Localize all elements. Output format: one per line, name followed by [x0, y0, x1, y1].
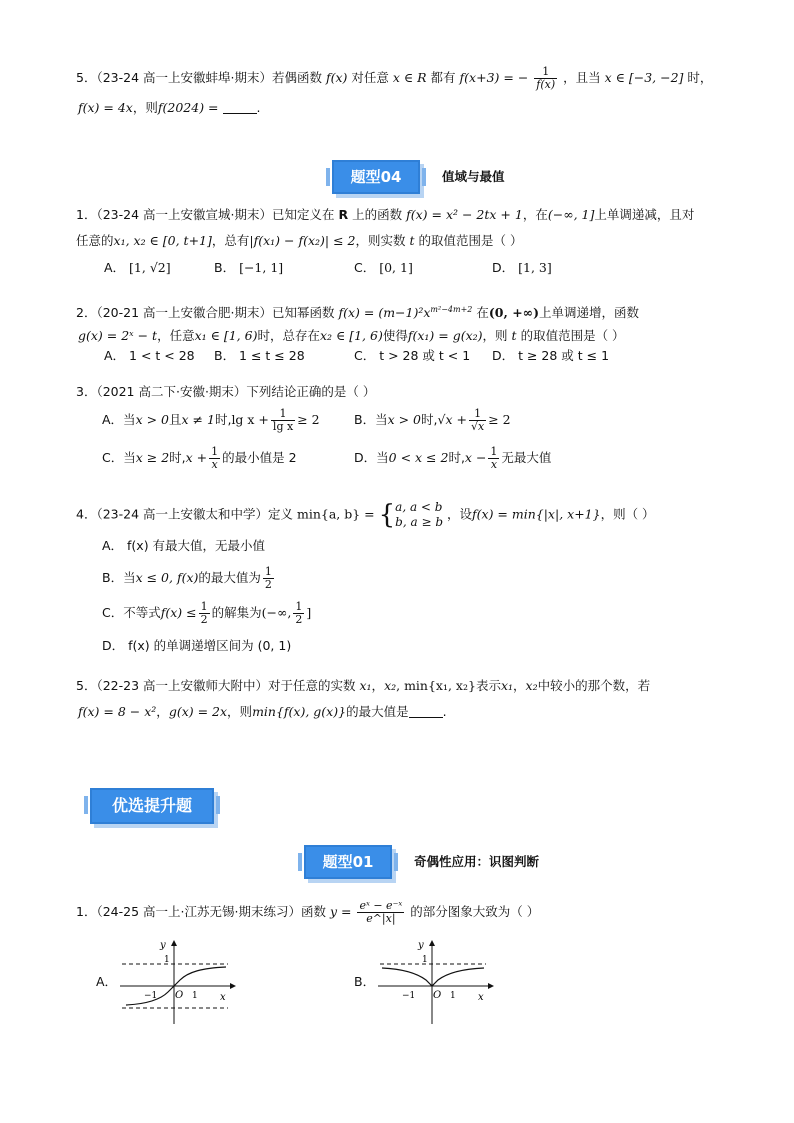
q3-option-d[interactable]: D．当0 < x ≤ 2时,x − $\frac{1}{x}$ 无最大值: [354, 445, 552, 471]
x-arrow: [488, 983, 494, 989]
q2-line1: [76, 300, 639, 323]
q1-line1: [76, 205, 694, 225]
q1-line2: [76, 231, 523, 251]
q5b-l2a: f(x) = 8 − x²: [78, 704, 157, 719]
q5b-l2e: min{f(x), g(x)}: [252, 704, 347, 719]
q3-option-b[interactable]: B．当x > 0时,√x + $\frac{1}{√x}$ ≥ 2: [354, 407, 511, 433]
q1-l1b: 上的函数: [352, 207, 403, 222]
x-label: x: [478, 992, 484, 1003]
origin-label: O: [175, 990, 184, 1001]
q2-x2: x₂ ∈ [1, 6): [319, 328, 383, 343]
q1-option-d[interactable]: D． [1, 3]: [492, 260, 552, 275]
q1b-frac: $\frac{\text{eˣ − e⁻ˣ}}{e\^{}|x|}$: [359, 899, 403, 925]
x-tick-1: 1: [450, 991, 456, 1001]
q5b-sep: ，: [371, 678, 385, 693]
q5b-l1c: 中较小的那个数，若: [537, 678, 651, 693]
q1-option-a[interactable]: A． [1, √2]: [104, 260, 171, 275]
y-arrow: [171, 940, 177, 946]
q1-l1a: 1．（23-24 高一上安徽宣城·期末）已知定义在: [76, 207, 335, 222]
q4-line1: [76, 500, 655, 530]
q5a-line1: [76, 66, 712, 91]
q4-option-c[interactable]: C．不等式f(x) ≤ $\frac{1}{2}$ 的解集为(−∞, $\frac{1}{2}$ ]: [102, 600, 312, 626]
q4-l1c: ，则（ ）: [600, 506, 655, 522]
q5b-x1: x₁: [359, 678, 372, 693]
q1-R: R: [338, 207, 349, 222]
answer-blank-2[interactable]: [409, 705, 443, 718]
q3-option-a[interactable]: A．当x > 0且x ≠ 1时,lg x + $\frac{1}{\text{lg x}}$ ≥ 2: [102, 407, 320, 433]
q4-brace: {: [378, 500, 396, 530]
q2-l2a: g(x) = 2ˣ − t: [78, 328, 158, 343]
q1-option-b[interactable]: B． [−1, 1]: [214, 260, 284, 275]
q5a-tail2: 时，: [687, 70, 713, 85]
x-tick-neg1: −1: [144, 991, 158, 1001]
q5a-range: x ∈ [−3, −2]: [604, 70, 684, 85]
q1-interval: (−∞, 1]: [547, 207, 595, 222]
x-arrow: [230, 983, 236, 989]
q2-l1a: 2．（20-21 高一上安徽合肥·期末）已知幂函数: [76, 305, 335, 321]
q2-x1: x₁ ∈ [1, 6): [194, 328, 258, 343]
q5b-minexp: , min{x₁, x₂}: [396, 678, 476, 693]
q1-l1d: 上单调递减，且对: [594, 207, 695, 222]
q5a-line2a: f(x) = 4x: [78, 100, 133, 115]
q5b-sep2: ，: [513, 678, 526, 693]
q2-t: t: [511, 328, 517, 343]
answer-blank[interactable]: [223, 101, 257, 114]
q4-min: min{a, b} =: [296, 506, 375, 522]
q5a-line2: [78, 98, 260, 118]
section-badge-04: 题型04: [332, 160, 420, 194]
q1b-option-b-label[interactable]: B．: [354, 974, 376, 989]
q2-option-a[interactable]: A． 1 < t < 28: [104, 348, 195, 363]
section-header: 优选提升题: [90, 788, 214, 824]
q5a-tail: ，且当: [563, 70, 601, 85]
q1-vars: x₁, x₂ ∈ [0, t+1]: [113, 233, 212, 248]
q3-option-c[interactable]: C．当x ≥ 2时,x + $\frac{1}{x}$ 的最小值是 2: [102, 445, 297, 471]
q2-l2b: ，任意: [157, 328, 195, 343]
q5b-l2d: ，则: [227, 704, 253, 719]
q5a-line2c: f(2024) =: [157, 100, 219, 115]
q2-line2: [78, 326, 625, 346]
x-label: x: [220, 992, 226, 1003]
q5b-l2f: 的最大值是: [346, 704, 409, 719]
curve-b: [382, 968, 484, 986]
q2-l1b: 在: [476, 305, 489, 321]
q4-option-d[interactable]: D． f(x) 的单调递增区间为 (0, 1): [102, 638, 292, 653]
q1b-line1: [76, 900, 539, 925]
x-tick-1: 1: [192, 991, 198, 1001]
q5a-head: 5．（23-24 高一上安徽蚌埠·期末）若偶函数: [76, 70, 322, 85]
q2-l1c: 上单调递增，函数: [539, 305, 640, 321]
q2-interval: (0, +∞): [488, 305, 540, 321]
q1b-option-a-label[interactable]: A．: [96, 974, 118, 989]
q5b-x1b: x₁: [500, 678, 514, 693]
q5a-frac: $\frac{1}{f(x)}$: [536, 65, 556, 91]
q2-option-c[interactable]: C． t > 28 或 t < 1: [354, 348, 471, 363]
origin-label: O: [433, 990, 442, 1001]
q3-head: 3．（2021 高二下·安徽·期末）下列结论正确的是（ ）: [76, 384, 376, 399]
q1-l2c: ，则实数: [355, 233, 406, 248]
y-tick-1: 1: [422, 955, 428, 965]
q1-option-c[interactable]: C． [0, 1]: [354, 260, 413, 275]
q2-l2d: 使得: [382, 328, 408, 343]
q1-l2a: 任意的: [76, 233, 114, 248]
q1-l1c: ，在: [522, 207, 548, 222]
q1-l2d: 的取值范围是（ ）: [418, 233, 523, 248]
q5a-mid2: 都有: [430, 70, 456, 85]
q2-l2c: 时，总存在: [257, 328, 320, 343]
q1b-l1b: 的部分图象大致为（ ）: [410, 904, 540, 919]
q5b-x2: x₂: [384, 678, 397, 693]
q4-l1a: 4．（23-24 高一上安徽太和中学）定义: [76, 506, 293, 522]
q5b-l1a: 5．（22-23 高一上安徽师大附中）对于任意的实数: [76, 678, 356, 693]
q4-cases: a, a < b b, a ≥ b: [395, 500, 444, 529]
y-arrow: [429, 940, 435, 946]
q2-func: f(x) = (m−1)²x: [338, 305, 431, 321]
q2-option-b[interactable]: B． 1 ≤ t ≤ 28: [214, 348, 305, 363]
section-title-04: 值域与最值: [442, 169, 505, 184]
q5b-end: .: [442, 704, 447, 719]
q2-eq: f(x₁) = g(x₂): [407, 328, 483, 343]
q5b-line1: [76, 676, 650, 696]
y-label: y: [160, 940, 166, 951]
q1-t: t: [409, 233, 415, 248]
q5b-l1b: 表示: [475, 678, 501, 693]
y-label: y: [418, 940, 424, 951]
q1-l2b: ，总有: [211, 233, 250, 248]
q5a-line2b: ，则: [132, 100, 158, 115]
q5a-mid: 对任意: [351, 70, 389, 85]
q5b-line2: [78, 702, 447, 722]
q5a-eq: f(x+3) = −: [459, 70, 529, 85]
q2-option-d[interactable]: D． t ≥ 28 或 t ≤ 1: [492, 348, 610, 363]
section-title-01: 奇偶性应用：识图判断: [414, 854, 540, 869]
q4-l1b: ，设: [447, 506, 473, 522]
q1b-l1a: 1．（24-25 高一上·江苏无锡·期末练习）函数: [76, 904, 326, 919]
section-badge-01: 题型01: [304, 845, 392, 879]
q5b-x2b: x₂: [525, 678, 538, 693]
q5b-l2c: g(x) = 2x: [168, 704, 228, 719]
q5a-fx: f(x): [325, 70, 348, 85]
q2-l2f: 的取值范围是（ ）: [520, 328, 625, 343]
q2-l2e: ，则: [482, 328, 508, 343]
q4-option-a[interactable]: A． f(x) 有最大值，无最小值: [102, 538, 266, 553]
q4-option-b[interactable]: B．当x ≤ 0, f(x)的最大值为 $\frac{1}{2}$: [102, 565, 272, 591]
q5b-l2b: ，: [156, 704, 169, 719]
q1b-y: y =: [329, 904, 352, 919]
x-tick-neg1: −1: [402, 991, 416, 1001]
y-tick-1: 1: [164, 955, 170, 965]
q5a-end: .: [256, 100, 261, 115]
q5a-cond: x ∈ R: [392, 70, 427, 85]
q4-func: f(x) = min{|x|, x+1}: [472, 506, 601, 522]
graph-option-a[interactable]: [116, 938, 236, 1026]
graph-option-b[interactable]: [374, 938, 494, 1026]
q2-exp: m²−4m+2: [430, 305, 473, 314]
q1-ineq: |f(x₁) − f(x₂)| ≤ 2: [249, 233, 356, 248]
q1-func: f(x) = x² − 2tx + 1: [406, 207, 523, 222]
